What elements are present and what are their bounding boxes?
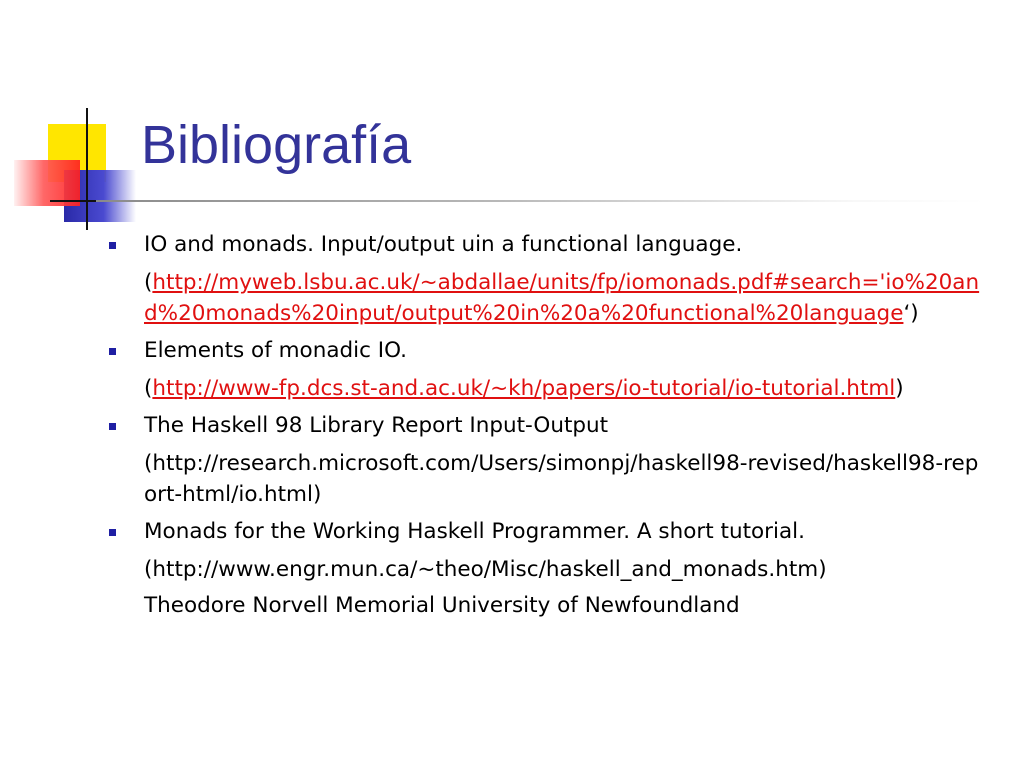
item-author: Theodore Norvell Memorial University of Newfoundland (144, 593, 740, 618)
square-bullet-icon (109, 529, 116, 536)
item-title: The Haskell 98 Library Report Input-Output (144, 413, 609, 438)
square-bullet-icon (109, 242, 116, 249)
ref-prefix: ( (144, 376, 153, 401)
ref-prefix: ( (144, 270, 153, 295)
ref-suffix: ) (895, 376, 904, 401)
reference-link[interactable]: http://myweb.lsbu.ac.uk/~abdallae/units/fp/iomonads.pdf#search='io%20and%20monads%20input/output%20in%20a%20functional%20language (144, 270, 980, 326)
list-item (106, 410, 986, 510)
reference-link[interactable]: http://www-fp.dcs.st-and.ac.uk/~kh/papers/io-tutorial/io-tutorial.html (152, 376, 896, 401)
item-reference (144, 267, 986, 329)
item-reference: (http://research.microsoft.com/Users/simonpj/haskell98-revised/haskell98-report-html/io.html) (144, 451, 979, 507)
item-title: IO and monads. Input/output uin a functional language. (144, 232, 743, 257)
title-divider (96, 200, 986, 202)
item-title: Elements of monadic IO. (144, 338, 408, 363)
slide-title: Bibliografía (141, 115, 412, 175)
item-title: Monads for the Working Haskell Programmer. A short tutorial. (144, 519, 805, 544)
list-item (106, 335, 986, 404)
square-bullet-icon (109, 348, 116, 355)
ref-suffix: ‘) (903, 301, 919, 326)
item-reference: (http://www.engr.mun.ca/~theo/Misc/haskell_and_monads.htm) (144, 557, 827, 582)
list-item (106, 516, 986, 621)
bibliography-list (106, 229, 986, 621)
slide-template-logo (0, 0, 140, 240)
list-item (106, 229, 986, 329)
logo-vertical-line (86, 108, 88, 230)
item-reference (144, 373, 986, 404)
square-bullet-icon (109, 423, 116, 430)
